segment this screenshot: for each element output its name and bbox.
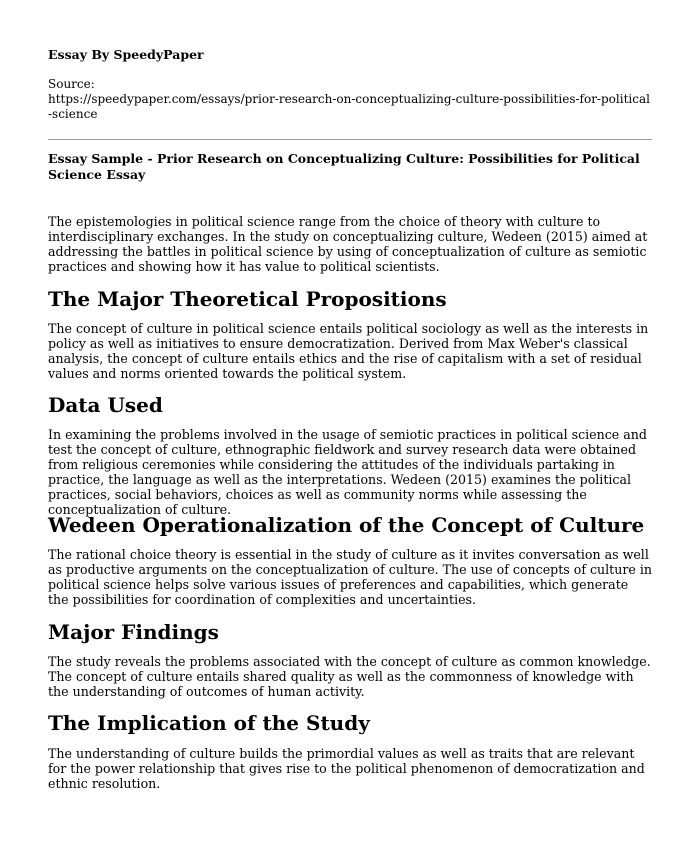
section-heading-operationalization: Wedeen Operationalization of the Concept of Culture [48,513,645,537]
essay-title: Essay Sample - Prior Research on Conceptualizing Culture: Possibilities for Political Science Essay [48,151,640,182]
brand-title: Essay By SpeedyPaper [48,47,204,62]
section-body-major-findings: The study reveals the problems associated with the concept of culture as common knowledge. The concept of culture entails shared quality as well as the commonness of knowledge with the understanding of outcomes of human activity. [48,654,651,699]
section-body-theoretical-propositions: The concept of culture in political science entails political sociology as well as the interests in policy as well as initiatives to ensure democratization. Derived from Max Weber's classical analysis, the concept of culture entails ethics and the rise of capitalism with a set of residual values and norms oriented towards the political system. [48,321,649,381]
intro-paragraph: The epistemologies in political science range from the choice of theory with culture to interdisciplinary exchanges. In the study on conceptualizing culture, Wedeen (2015) aimed at addressing the battles in political science by using of conceptualization of culture as semiotic practices and showing how it has value to political scientists. [48,214,648,274]
source-url[interactable]: https://speedypaper.com/essays/prior-research-on-conceptualizing-culture-possibilities-for-political-science [48,92,650,121]
section-heading-theoretical-propositions: The Major Theoretical Propositions [48,287,447,311]
section-heading-data-used: Data Used [48,393,163,417]
section-body-data-used: In examining the problems involved in the usage of semiotic practices in political science and test the concept of culture, ethnographic fieldwork and survey research data were obtained from religious ceremonies while considering the attitudes of the individuals partaking in practice, the language as well as the interpretations. Wedeen (2015) examines the political practices, social behaviors, choices as well as community norms while assessing the conceptualization of culture. [48,427,647,517]
section-heading-implication: The Implication of the Study [48,711,370,735]
divider [48,139,652,140]
source-label: Source: [48,77,95,91]
section-heading-major-findings: Major Findings [48,620,219,644]
section-body-implication: The understanding of culture builds the primordial values as well as traits that are relevant for the power relationship that gives rise to the political phenomenon of democratization and ethnic resolution. [48,746,645,791]
section-body-operationalization: The rational choice theory is essential in the study of culture as it invites conversation as well as productive arguments on the conceptualization of culture. The use of concepts of culture in political science helps solve various issues of preferences and capabilities, which generate the possibilities for coordination of complexities and uncertainties. [48,547,652,607]
